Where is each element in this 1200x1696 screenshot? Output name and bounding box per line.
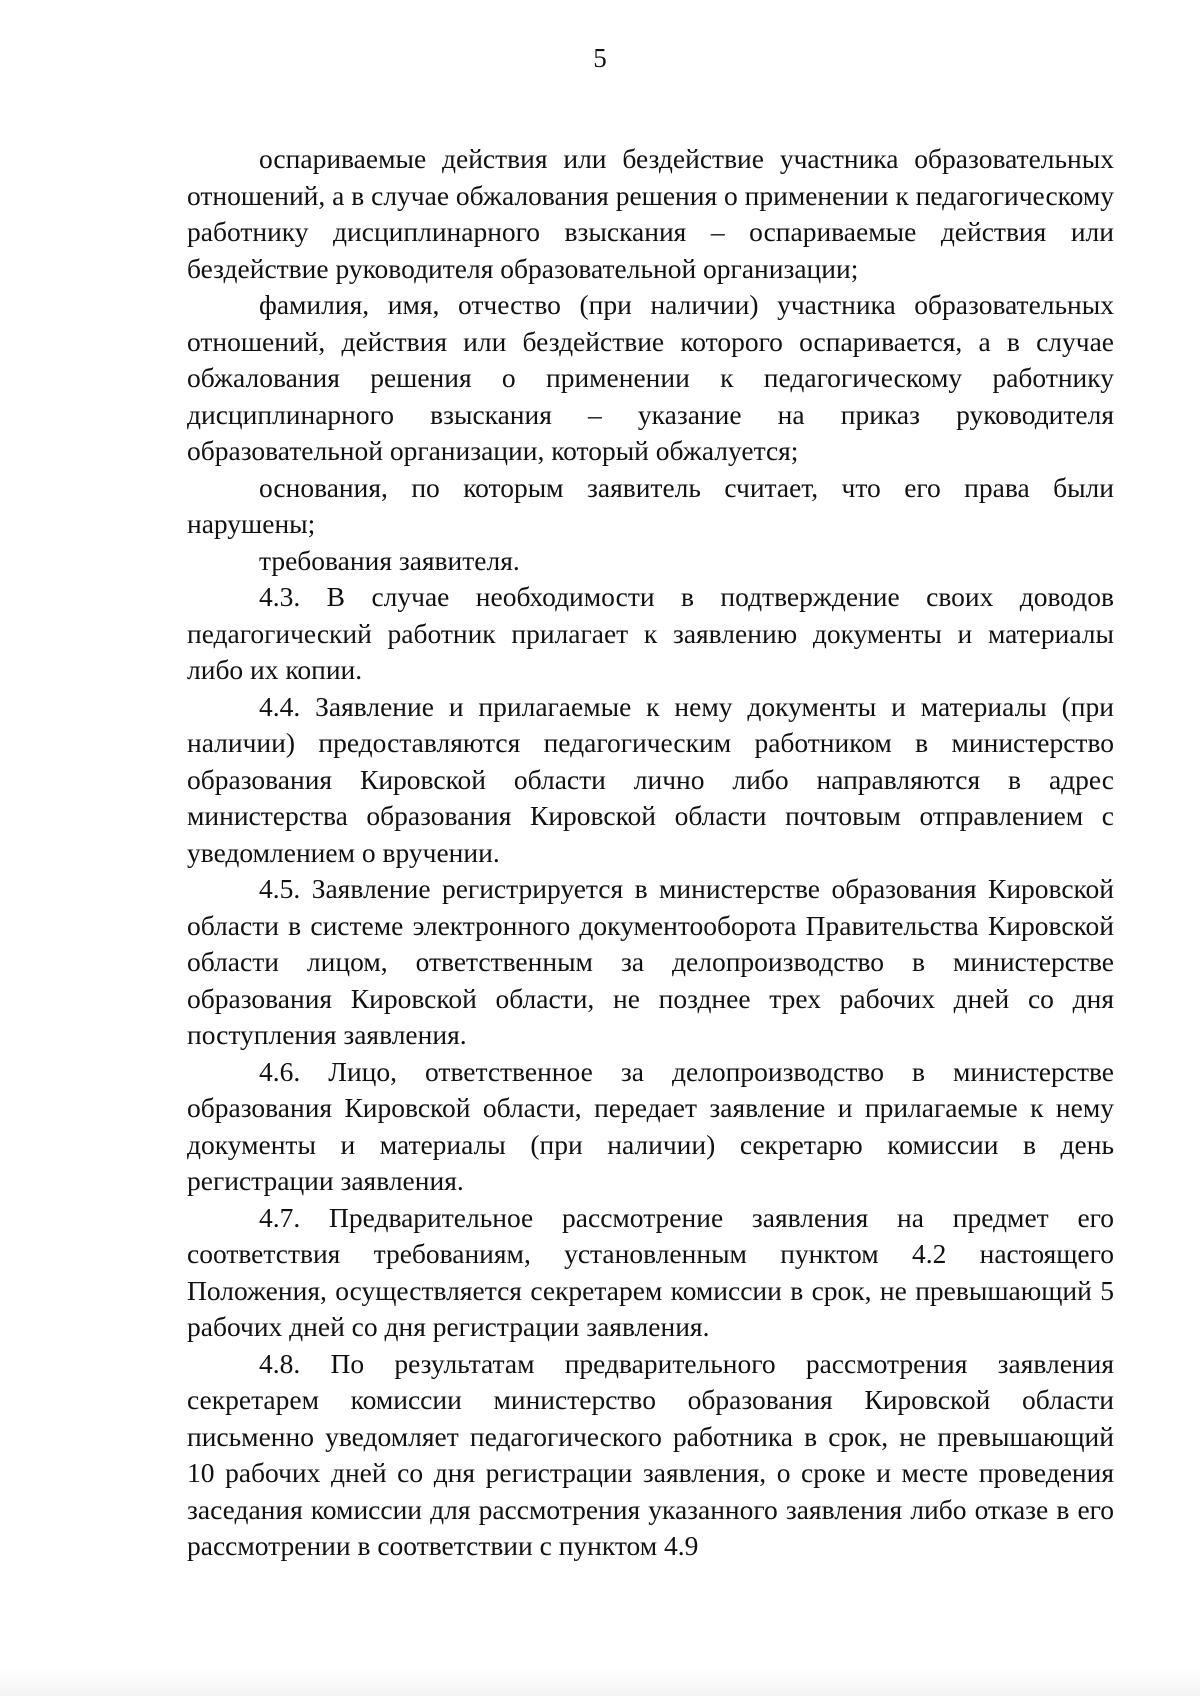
paragraph-4-7: 4.7. Предварительное рассмотрение заявления на предмет его соответствия требованиям, установленным пунктом 4.2 настоящего Положения, осуществляется секретарем комиссии в срок, не превышающий 5 рабочих дней со дня регистрации заявления. [187, 1201, 1114, 1342]
paragraph-4-4: 4.4. Заявление и прилагаемые к нему документы и материалы (при наличии) предоставляются педагогическим работником в министерство образования Кировской области лично либо направляются в адрес министерства образования Кировской области почтовым отправлением с уведомлением о вручении. [187, 690, 1114, 868]
paragraph-grounds: основания, по которым заявитель считает, что его права были нарушены; [187, 471, 1114, 539]
paragraph-contested-actions: оспариваемые действия или бездействие участника образовательных отношений, а в случае обжалования решения о применении к педагогическому работнику дисциплинарного взыскания – оспариваемые действия или бездействие руководителя образовательной организации; [187, 143, 1114, 284]
paragraph-requirements: требования заявителя. [259, 544, 520, 576]
paragraph-participant-name: фамилия, имя, отчество (при наличии) участника образовательных отношений, действия или бездействие которого оспаривается, а в случае обжалования решения о применении к педагогическому работнику дисциплинарного взыскания – указание на приказ руководителя образовательной организации, который обжалуется; [187, 289, 1114, 466]
document-body [187, 141, 1114, 1565]
paragraph-4-6: 4.6. Лицо, ответственное за делопроизводство в министерстве образования Кировской области, передает заявление и прилагаемые к нему документы и материалы (при наличии) секретарю комиссии в день регистрации заявления. [187, 1055, 1114, 1196]
paragraph-4-3: 4.3. В случае необходимости в подтверждение своих доводов педагогический работник прилагает к заявлению документы и материалы либо их копии. [187, 581, 1114, 685]
page-number: 5 [593, 43, 607, 73]
paragraph-4-5: 4.5. Заявление регистрируется в министерстве образования Кировской области в системе электронного документооборота Правительства Кировской области лицом, ответственным за делопроизводство в министерстве образования Кировской области, не позднее трех рабочих дней со дня поступления заявления. [187, 873, 1114, 1050]
scan-bottom-edge [0, 1668, 1200, 1696]
paragraph-4-8: 4.8. По результатам предварительного рассмотрения заявления секретарем комиссии министерство образования Кировской области письменно уведомляет педагогического работника в срок, не превышающий 10 рабочих дней со дня регистрации заявления, о сроке и месте проведения заседания комиссии для рассмотрения указанного заявления либо отказе в его рассмотрении в соответствии с пунктом 4.9 [187, 1347, 1114, 1561]
